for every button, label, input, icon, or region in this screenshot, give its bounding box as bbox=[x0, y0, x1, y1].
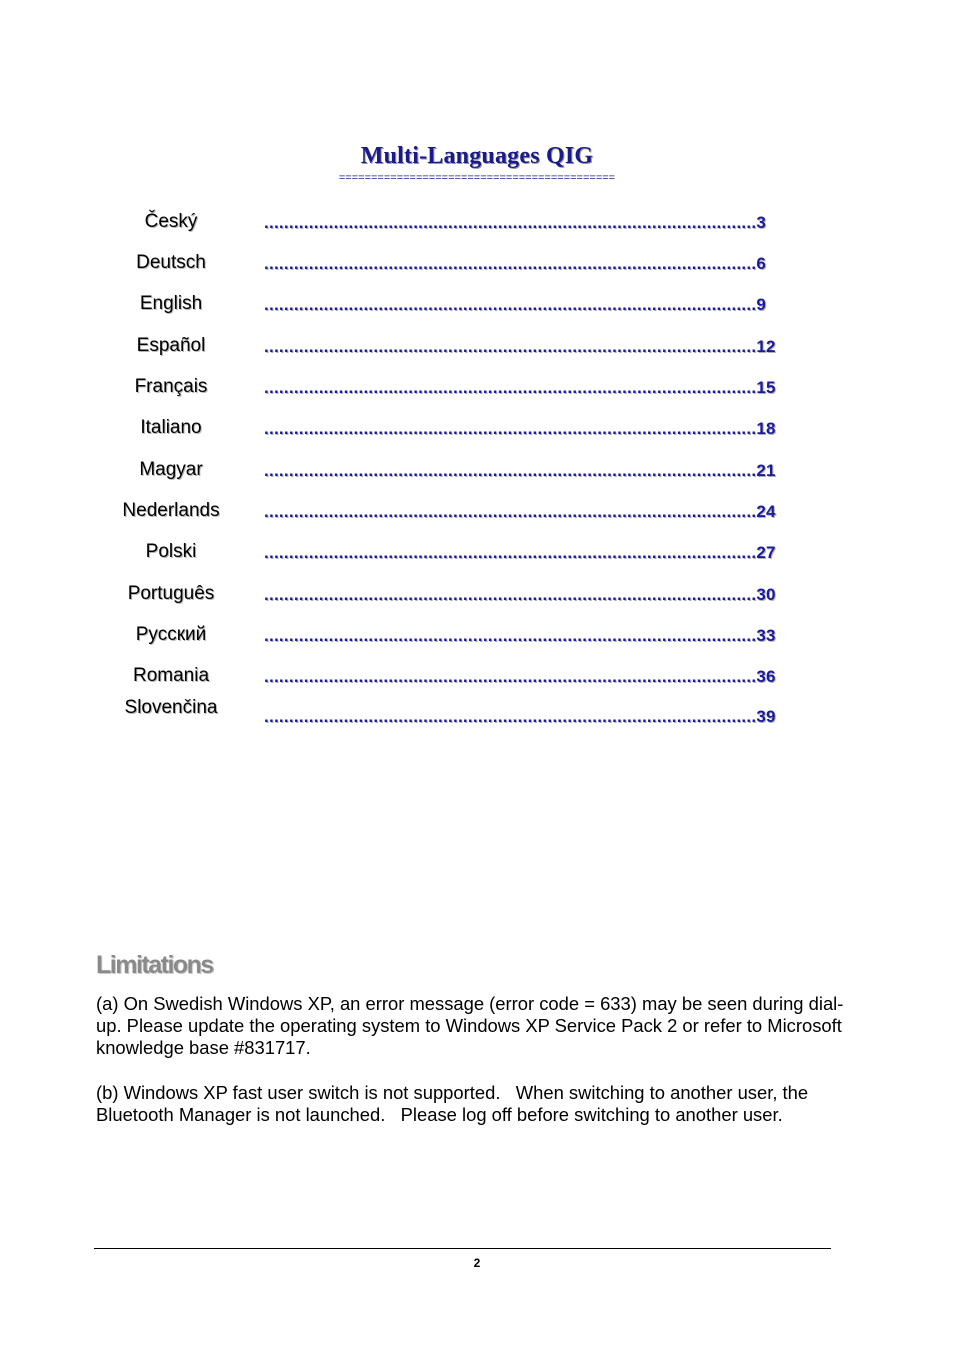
toc-language: Deutsch bbox=[136, 252, 206, 273]
toc-leader-dots: ................................................................................................... bbox=[264, 419, 757, 438]
toc-language: Русский bbox=[135, 624, 207, 645]
toc-entry[interactable] bbox=[0, 459, 954, 489]
toc-entry[interactable] bbox=[0, 697, 954, 727]
toc-language: Magyar bbox=[139, 459, 203, 480]
toc-language: Italiano bbox=[140, 417, 202, 438]
toc-page-number: 12 bbox=[756, 337, 776, 356]
limitation-paragraph-a: (a) On Swedish Windows XP, an error message (error code = 633) may be seen during dial-up. Please update the operating system to Windows XP Service Pack 2 or refer to Microsoft knowledge base #831717. bbox=[96, 993, 844, 1058]
toc-leader-dots: ................................................................................................... bbox=[264, 707, 757, 726]
toc-leader-dots: ................................................................................................... bbox=[264, 295, 757, 314]
toc-page-number: 24 bbox=[756, 502, 776, 521]
toc-entry[interactable] bbox=[0, 624, 954, 654]
toc-entry[interactable] bbox=[0, 541, 954, 571]
page-number: 2 bbox=[473, 1256, 481, 1270]
toc-page-number: 9 bbox=[756, 295, 767, 314]
toc-entry[interactable] bbox=[0, 665, 954, 695]
toc-leader-dots: ................................................................................................... bbox=[264, 461, 757, 480]
toc-page-number: 18 bbox=[756, 419, 776, 438]
toc-page-number: 36 bbox=[756, 667, 776, 686]
toc-page-number: 30 bbox=[756, 585, 776, 604]
limitation-paragraph-b: (b) Windows XP fast user switch is not supported. When switching to another user, the Bluetooth Manager is not launched. Please log off before switching to another user. bbox=[96, 1082, 809, 1125]
toc-entry[interactable] bbox=[0, 583, 954, 613]
toc-leader-dots: ................................................................................................... bbox=[264, 667, 757, 686]
toc-page-number: 3 bbox=[756, 213, 767, 232]
toc-language: Český bbox=[144, 211, 198, 232]
toc-entry[interactable] bbox=[0, 335, 954, 365]
title-underline: =========================================== bbox=[338, 172, 616, 184]
toc-page-number: 39 bbox=[756, 707, 776, 726]
toc-language: Romania bbox=[132, 665, 210, 686]
toc-page-number: 15 bbox=[756, 378, 776, 397]
toc-page-number: 27 bbox=[756, 543, 776, 562]
toc-entry[interactable] bbox=[0, 252, 954, 282]
toc-leader-dots: ................................................................................................... bbox=[264, 502, 757, 521]
toc-leader-dots: ................................................................................................... bbox=[264, 543, 757, 562]
toc-leader-dots: ................................................................................................... bbox=[264, 213, 757, 232]
toc-language: English bbox=[139, 293, 203, 314]
toc-entry[interactable] bbox=[0, 376, 954, 406]
toc-page-number: 33 bbox=[756, 626, 776, 645]
toc-leader-dots: ................................................................................................... bbox=[264, 337, 757, 356]
toc-leader-dots: ................................................................................................... bbox=[264, 254, 757, 273]
toc-page-number: 6 bbox=[756, 254, 767, 273]
toc-entry[interactable] bbox=[0, 293, 954, 323]
toc-leader-dots: ................................................................................................... bbox=[264, 378, 757, 397]
toc-entry[interactable] bbox=[0, 211, 954, 241]
toc-language: Polski bbox=[145, 541, 197, 562]
toc-language: Nederlands bbox=[122, 500, 220, 521]
toc-entry[interactable] bbox=[0, 417, 954, 447]
toc-language: Français bbox=[134, 376, 208, 397]
toc-language: Português bbox=[127, 583, 215, 604]
toc-page-number: 21 bbox=[756, 461, 776, 480]
toc-entry[interactable] bbox=[0, 500, 954, 530]
document-title: Multi-Languages QIG bbox=[360, 143, 594, 169]
toc-leader-dots: ................................................................................................... bbox=[264, 585, 757, 604]
toc-leader-dots: ................................................................................................... bbox=[264, 626, 757, 645]
footer-divider bbox=[94, 1248, 831, 1249]
toc-language: Slovenčina bbox=[124, 697, 218, 718]
toc-language: Español bbox=[136, 335, 206, 356]
limitations-heading: Limitations bbox=[96, 951, 213, 979]
